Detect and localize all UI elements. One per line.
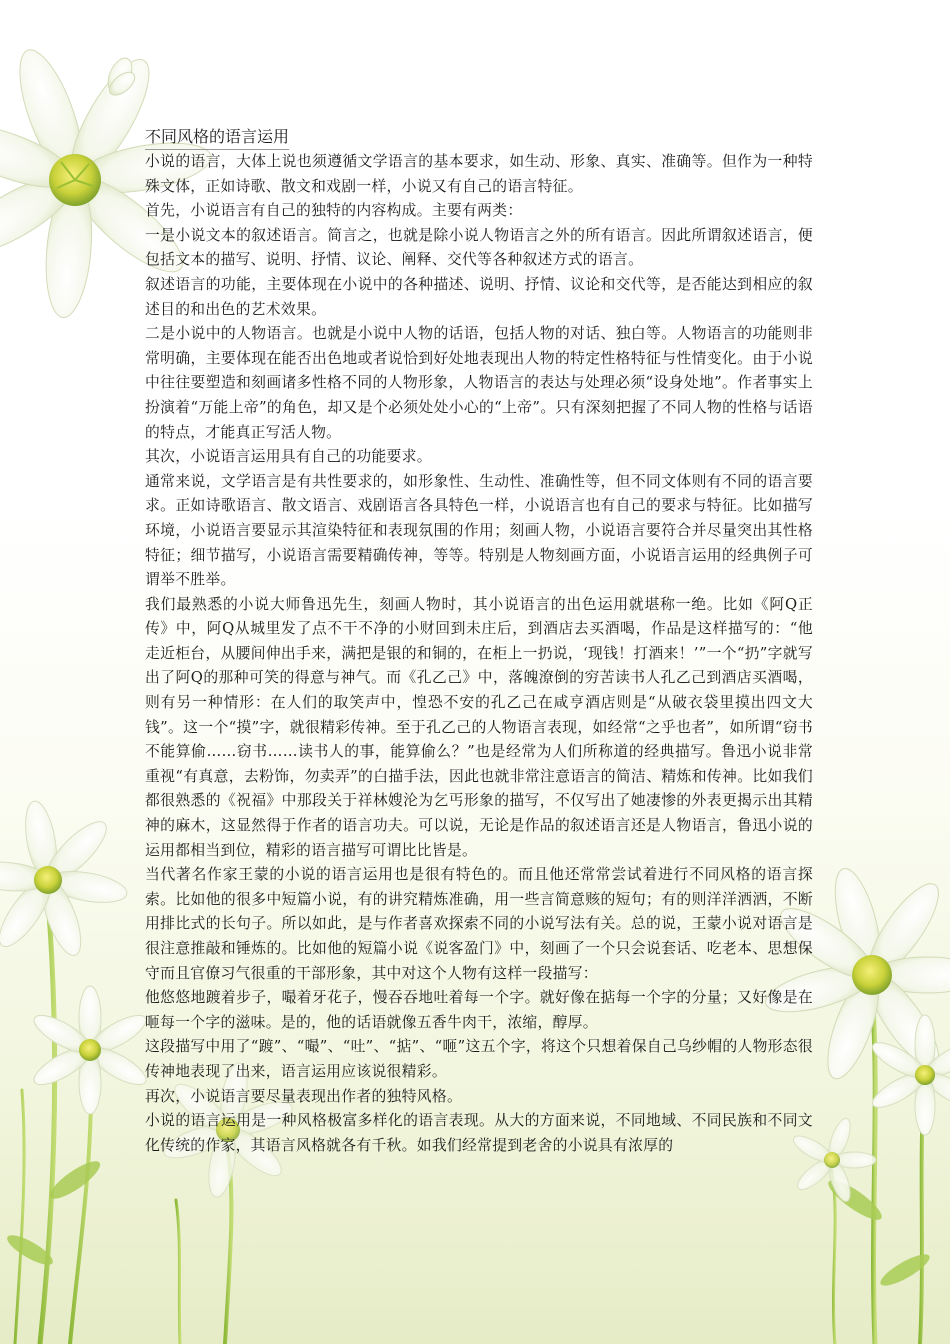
document-title: 不同风格的语言运用 (145, 124, 289, 150)
daisy-lower-left (29, 986, 151, 1114)
paragraph-intro: 小说的语言，大体上说也须遵循文学语言的基本要求，如生动、形象、真实、准确等。但作为一种特殊文体，正如诗歌、散文和戏剧一样，小说又有自己的语言特征。 (145, 153, 813, 195)
paragraph-narrative-language: 一是小说文本的叙述语言。简言之，也就是除小说人物语言之外的所有语言。因此所谓叙述语言，便包括文本的描写、说明、抒情、议论、阐释、交代等各种叙述方式的语言。 (145, 226, 813, 269)
paragraph-wang-meng: 当代著名作家王蒙的小说的语言运用也是很有特色的。而且他还常常尝试着进行不同风格的语言探索。比如他的很多中短篇小说，有的讲究精炼准确，用一些言简意赅的短句；有的则洋洋洒洒，不断用排比式的长句子。所以如此，是与作者喜欢探索不同的小说写法有关。总的说，王蒙小说对语言是很注意推敲和锤炼的。比如他的短篇小说《说客盈门》中，刻画了一个只会说套话、吃老本、思想保守而且官僚习气很重的干部形象，其中对这个人物有这样一段描写： (145, 866, 813, 982)
paragraph-lu-xun: 我们最熟悉的小说大师鲁迅先生，刻画人物时，其小说语言的出色运用就堪称一绝。比如《阿Q正传》中，阿Q从城里发了点不干不净的小财回到未庄后，到酒店去买酒喝，作品是这样描写的：“他走近柜台，从腰间伸出手来，满把是银的和铜的，在柜上一扔说，‘现钱！打酒来！’”一个“扔”字就写出了阿Q的那种可笑的得意与神气。而《孔乙己》中，落魄潦倒的穷苦读书人孔乙己到酒店买酒喝，则有另一种情形：在人们的取笑声中，惶恐不安的孔乙己在咸亨酒店则是“从破衣袋里摸出四文大钱”。这一个“摸”字，就很精彩传神。至于孔乙己的人物语言表现，如经常“之乎也者”，如所谓“窃书不能算偷……窃书……读书人的事，能算偷么？”也是经常为人们所称道的经典描写。鲁迅小说非常重视“有真意，去粉饰，勿卖弄”的白描手法，因此也就非常注意语言的简洁、精炼和传神。比如我们都很熟悉的《祝福》中那段关于祥林嫂沦为乞丐形象的描写，不仅写出了她凄惨的外表更揭示出其精神的麻木，这显然得于作者的语言功夫。可以说，无论是作品的叙述语言还是人物语言，鲁迅小说的运用都相当到位，精彩的语言描写可谓比比皆是。 (145, 595, 813, 859)
paragraph-character-language: 二是小说中的人物语言。也就是小说中人物的话语，包括人物的对话、独白等。人物语言的功能则非常明确，主要体现在能否出色地或者说恰到好处地表现出人物的特定性格特征与性情变化。由于小说中往往要塑造和刻画诸多性格不同的人物形象，人物语言的表达与处理必须“设身处地”。作者事实上扮演着“万能上帝”的角色，却又是个必须处处小心的“上帝”。只有深刻把握了不同人物的性格与话语的特点，才能真正写活人物。 (145, 325, 813, 441)
document-body (145, 124, 813, 1158)
daisy-bottom-left (0, 799, 129, 960)
paragraph-narrative-function: 叙述语言的功能，主要体现在小说中的各种描述、说明、抒情、议论和交代等，是否能达到相应的叙述目的和出色的艺术效果。 (145, 275, 813, 318)
paragraph-second-point: 其次，小说语言运用具有自己的功能要求。 (145, 448, 432, 466)
paragraph-first-point: 首先，小说语言有自己的独特的内容构成。主要有两类： (145, 202, 523, 220)
stems-left (15, 900, 91, 1344)
paragraph-style-diversity: 小说的语言运用是一种风格极富多样化的语言表现。从大的方面来说，不同地域、不同民族和不同文化传统的作家，其语言风格就各有千秋。如我们经常提到老舍的小说具有浓厚的 (145, 1112, 813, 1154)
paragraph-quote: 他悠悠地踱着步子，嘬着牙花子，慢吞吞地吐着每一个字。就好像在掂每一个字的分量；又好像是在咂每一个字的滋味。是的，他的话语就像五香牛肉干，浓缩，醇厚。 (145, 989, 813, 1031)
paragraph-quote-analysis: 这段描写中用了“踱”、“嘬”、“吐”、“掂”、“咂”这五个字，将这个只想着保自己乌纱帽的人物形态很传神地表现了出来，语言运用应该说很精彩。 (145, 1038, 813, 1080)
paragraph-third-point: 再次，小说语言要尽量表现出作者的独特风格。 (145, 1087, 463, 1105)
paragraph-functional-requirements: 通常来说，文学语言是有共性要求的，如形象性、生动性、准确性等，但不同文体则有不同的语言要求。正如诗歌语言、散文语言、戏剧语言各具特色一样，小说语言也有自己的要求与特征。比如描写环境，小说语言要显示其渲染特征和表现氛围的作用；刻画人物，小说语言要符合并尽量突出其性格特征；细节描写，小说语言需要精确传神，等等。特别是人物刻画方面，小说语言运用的经典例子可谓举不胜举。 (145, 472, 813, 589)
